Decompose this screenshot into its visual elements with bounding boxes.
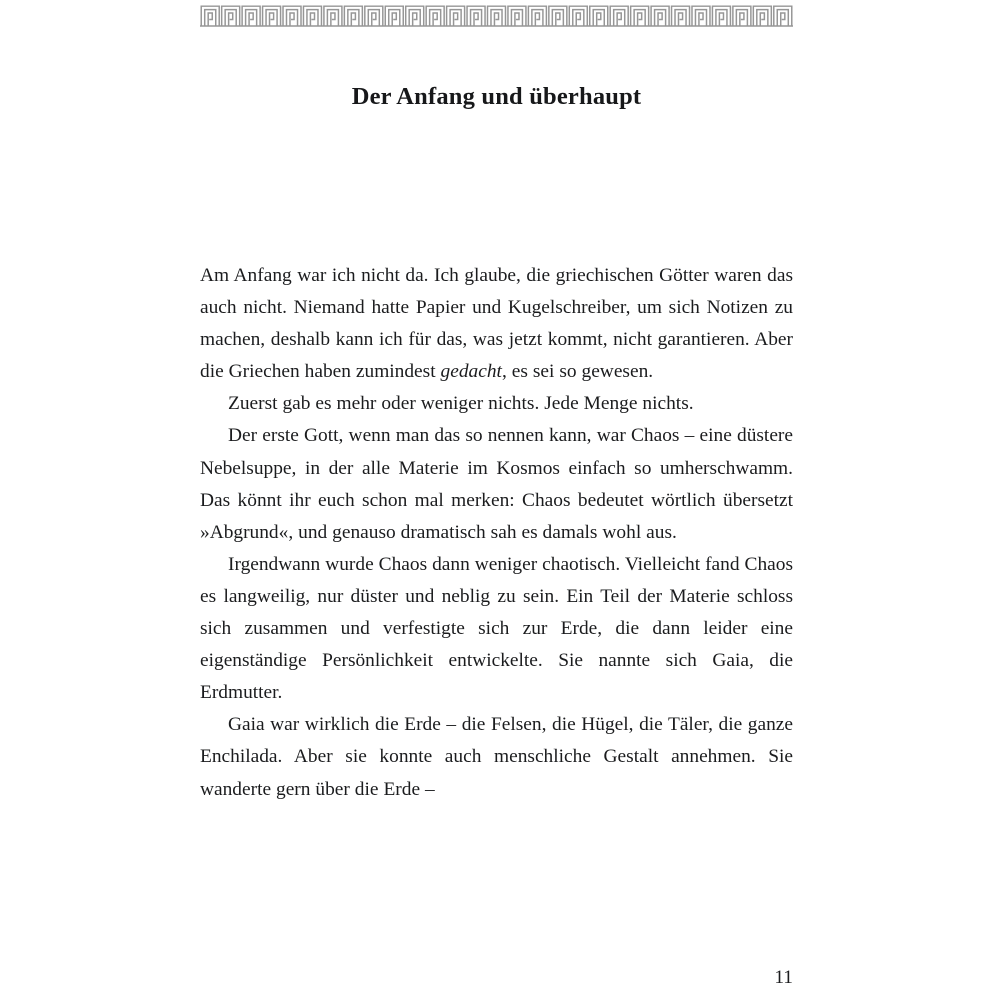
meander-motif [263, 6, 281, 26]
meander-motif [426, 6, 444, 26]
meander-motif [222, 6, 240, 26]
body-text-run: Gaia war wirklich die Erde – die Felsen, die Hügel, die Täler, die ganze Enchilada. Aber sie konnte auch menschliche Gestalt annehmen. Sie wanderte gern über die Erde – [200, 714, 793, 800]
body-text-run: Irgendwann wurde Chaos dann weniger chaotisch. Vielleicht fand Chaos es langweilig, nur düster und neblig zu sein. Ein Teil der Materie schloss sich zusammen und verfestigte sich zur Erde, die dann leider eine eigenständige Persönlichkeit entwickelte. Sie nannte sich Gaia, die Erdmutter. [200, 553, 793, 704]
meander-motif [631, 6, 649, 26]
body-text-run: Zuerst gab es mehr oder weniger nichts. Jede Menge nichts. [228, 393, 694, 415]
meander-motif [590, 6, 608, 26]
meander-motif [508, 6, 526, 26]
body-text-run: Am Anfang war ich nicht da. Ich glaube, die griechischen Götter waren das auch nicht. Niemand hatte Papier und Kugelschreiber, um sich Notizen zu machen, deshalb kann ich für das, was jetzt kommt, nicht garantieren. Aber die Griechen haben zumindest [200, 265, 793, 383]
meander-motif [467, 6, 485, 26]
meander-motif [406, 6, 424, 26]
meander-motif [283, 6, 301, 26]
meander-motif [692, 6, 710, 26]
meander-motif [303, 6, 321, 26]
chapter-title: Der Anfang und überhaupt [351, 83, 642, 111]
meander-motif [324, 6, 342, 26]
meander-motif [569, 6, 587, 26]
meander-motif [712, 6, 730, 26]
body-paragraph [200, 420, 793, 548]
meander-motif [774, 6, 792, 26]
body-paragraph [200, 260, 793, 388]
meander-motif [651, 6, 669, 26]
body-text-block [200, 260, 793, 806]
meander-motif [549, 6, 567, 26]
meander-motif [528, 6, 546, 26]
greek-meander-border [200, 5, 793, 29]
body-paragraph [200, 709, 793, 805]
meander-motif [753, 6, 771, 26]
meander-motif [610, 6, 628, 26]
meander-motif [385, 6, 403, 26]
meander-motif [488, 6, 506, 26]
meander-motif [447, 6, 465, 26]
page-number: 11 [774, 967, 793, 988]
emphasis-text: gedacht [440, 361, 502, 383]
meander-motif [242, 6, 260, 26]
meander-motif [733, 6, 751, 26]
body-text-run: Der erste Gott, wenn man das so nennen kann, war Chaos – eine düstere Nebelsuppe, in der alle Materie im Kosmos einfach so umherschwamm. Das könnt ihr euch schon mal merken: Chaos bedeutet wörtlich übersetzt »Abgrund«, und genauso dramatisch sah es damals wohl aus. [200, 425, 793, 543]
meander-motif [201, 6, 219, 26]
body-paragraph [200, 549, 793, 709]
meander-motif [672, 6, 690, 26]
body-paragraph [200, 388, 793, 420]
meander-motif [344, 6, 362, 26]
meander-motif [365, 6, 383, 26]
body-text-run: , es sei so gewesen. [501, 361, 654, 383]
